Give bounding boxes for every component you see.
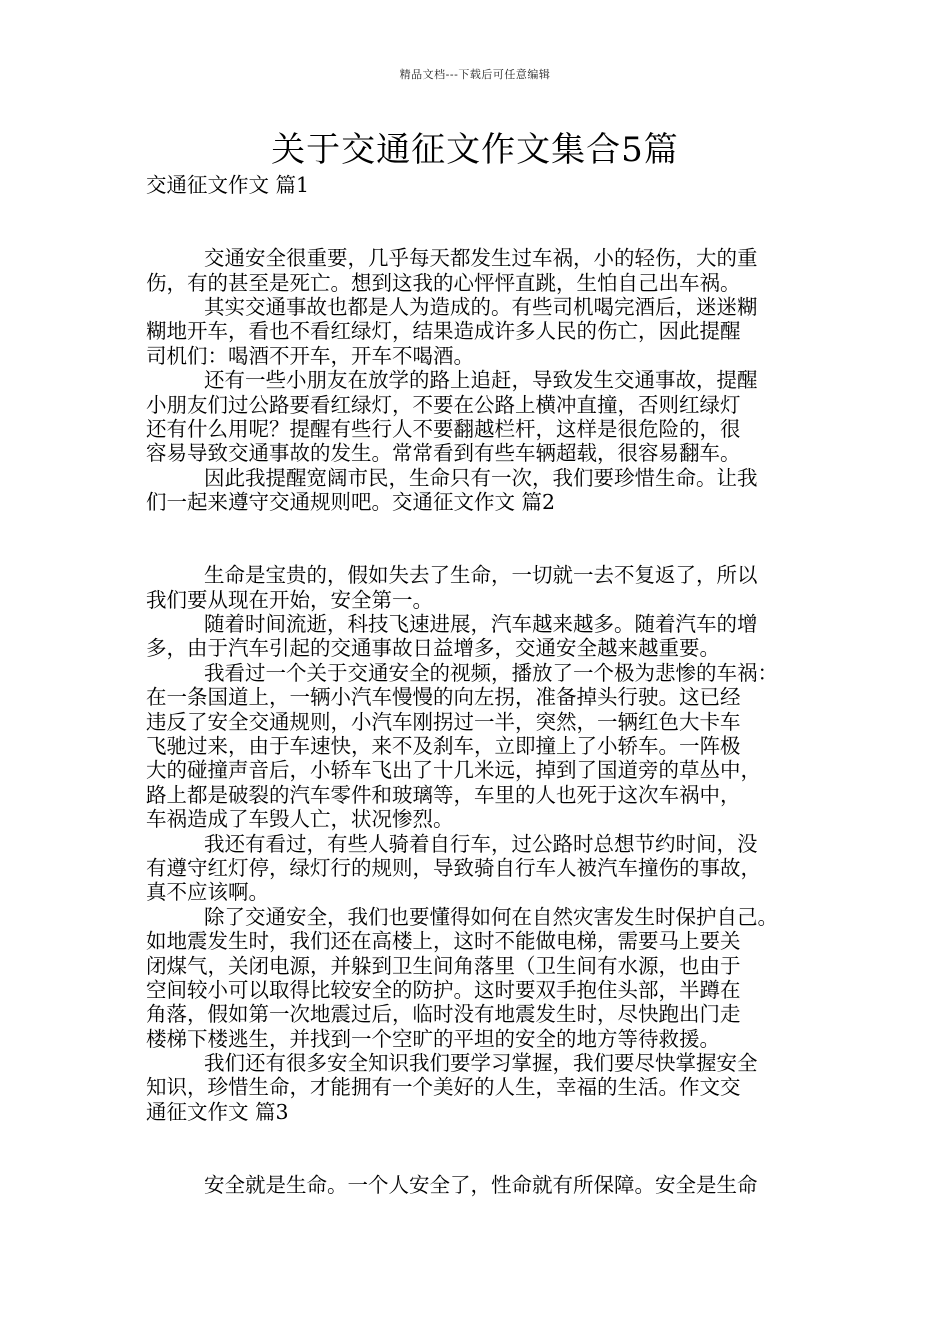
text-line: 空间较小可以取得比较安全的防护。这时要双手抱住头部，半蹲在 [146, 977, 741, 1002]
article-body [146, 173, 820, 1197]
text-line: 小朋友们过公路要看红绿灯，不要在公路上横冲直撞，否则红绿灯 [146, 392, 741, 417]
text-line: 在一条国道上，一辆小汽车慢慢的向左拐，准备掉头行驶。这已经 [146, 685, 741, 710]
text-line: 伤，有的甚至是死亡。想到这我的心怦怦直跳，生怕自己出车祸。 [146, 270, 741, 295]
blank-line [146, 539, 820, 563]
text-line: 交通征文作文 篇1 [146, 173, 310, 197]
blank-line [146, 222, 820, 246]
text-line: 车祸造成了车毁人亡，状况惨烈。 [146, 807, 454, 832]
text-line: 有遵守红灯停，绿灯行的规则，导致骑自行车人被汽车撞伤的事故， [146, 855, 761, 880]
text-line: 如地震发生时，我们还在高楼上，这时不能做电梯，需要马上要关 [146, 929, 741, 954]
blank-line [146, 1124, 820, 1148]
text-line: 随着时间流逝，科技飞速进展，汽车越来越多。随着汽车的增 [204, 612, 758, 637]
text-line: 其实交通事故也都是人为造成的。有些司机喝完酒后，迷迷糊 [204, 294, 758, 319]
text-line: 交通安全很重要，几乎每天都发生过车祸，小的轻伤，大的重 [204, 246, 758, 271]
text-line: 闭煤气，关闭电源，并躲到卫生间角落里（卫生间有水源，也由于 [146, 953, 741, 978]
text-line: 因此我提醒宽阔市民，生命只有一次，我们要珍惜生命。让我 [204, 465, 758, 490]
header-note: 精品文档---下载后可任意编辑 [399, 68, 551, 81]
text-line: 飞驰过来，由于车速快，来不及刹车，立即撞上了小轿车。一阵极 [146, 733, 741, 758]
blank-line [146, 1149, 820, 1173]
text-line: 们一起来遵守交通规则吧。交通征文作文 篇2 [146, 490, 556, 515]
text-line: 还有一些小朋友在放学的路上追赶，导致发生交通事故，提醒 [204, 368, 758, 393]
text-line: 我们要从现在开始，安全第一。 [146, 587, 433, 612]
text-line: 我还有看过，有些人骑着自行车，过公路时总想节约时间，没 [204, 831, 758, 856]
page-title: 关于交通征文作文集合5篇 [271, 130, 679, 170]
text-line: 多，由于汽车引起的交通事故日益增多，交通安全越来越重要。 [146, 636, 720, 661]
text-line: 路上都是破裂的汽车零件和玻璃等，车里的人也死于这次车祸中， [146, 782, 741, 807]
text-line: 生命是宝贵的，假如失去了生命，一切就一去不复返了，所以 [204, 563, 758, 588]
text-line: 我们还有很多安全知识我们要学习掌握，我们要尽快掌握安全 [204, 1051, 758, 1076]
text-line: 还有什么用呢？提醒有些行人不要翻越栏杆，这样是很危险的，很 [146, 416, 741, 441]
text-line: 楼梯下楼逃生，并找到一个空旷的平坦的安全的地方等待救援。 [146, 1026, 720, 1051]
text-line: 角落，假如第一次地震过后，临时没有地震发生时，尽快跑出门走 [146, 1002, 741, 1027]
blank-line [146, 197, 820, 221]
text-line: 真不应该啊。 [146, 880, 269, 905]
text-line: 知识，珍惜生命，才能拥有一个美好的人生，幸福的生活。作文交 [146, 1075, 741, 1100]
text-line: 除了交通安全，我们也要懂得如何在自然灾害发生时保护自己。 [204, 904, 778, 929]
text-line: 容易导致交通事故的发生。常常看到有些车辆超载，很容易翻车。 [146, 441, 741, 466]
text-line: 我看过一个关于交通安全的视频，播放了一个极为悲惨的车祸： [204, 660, 778, 685]
text-line: 安全就是生命。一个人安全了，性命就有所保障。安全是生命 [204, 1173, 758, 1198]
text-line: 通征文作文 篇3 [146, 1099, 289, 1124]
text-line: 大的碰撞声音后，小轿车飞出了十几米远，掉到了国道旁的草丛中， [146, 758, 761, 783]
text-line: 糊地开车，看也不看红绿灯，结果造成许多人民的伤亡，因此提醒 [146, 319, 741, 344]
blank-line [146, 514, 820, 538]
text-line: 司机们：喝酒不开车，开车不喝酒。 [146, 343, 474, 368]
text-line: 违反了安全交通规则，小汽车刚拐过一半，突然，一辆红色大卡车 [146, 709, 741, 734]
